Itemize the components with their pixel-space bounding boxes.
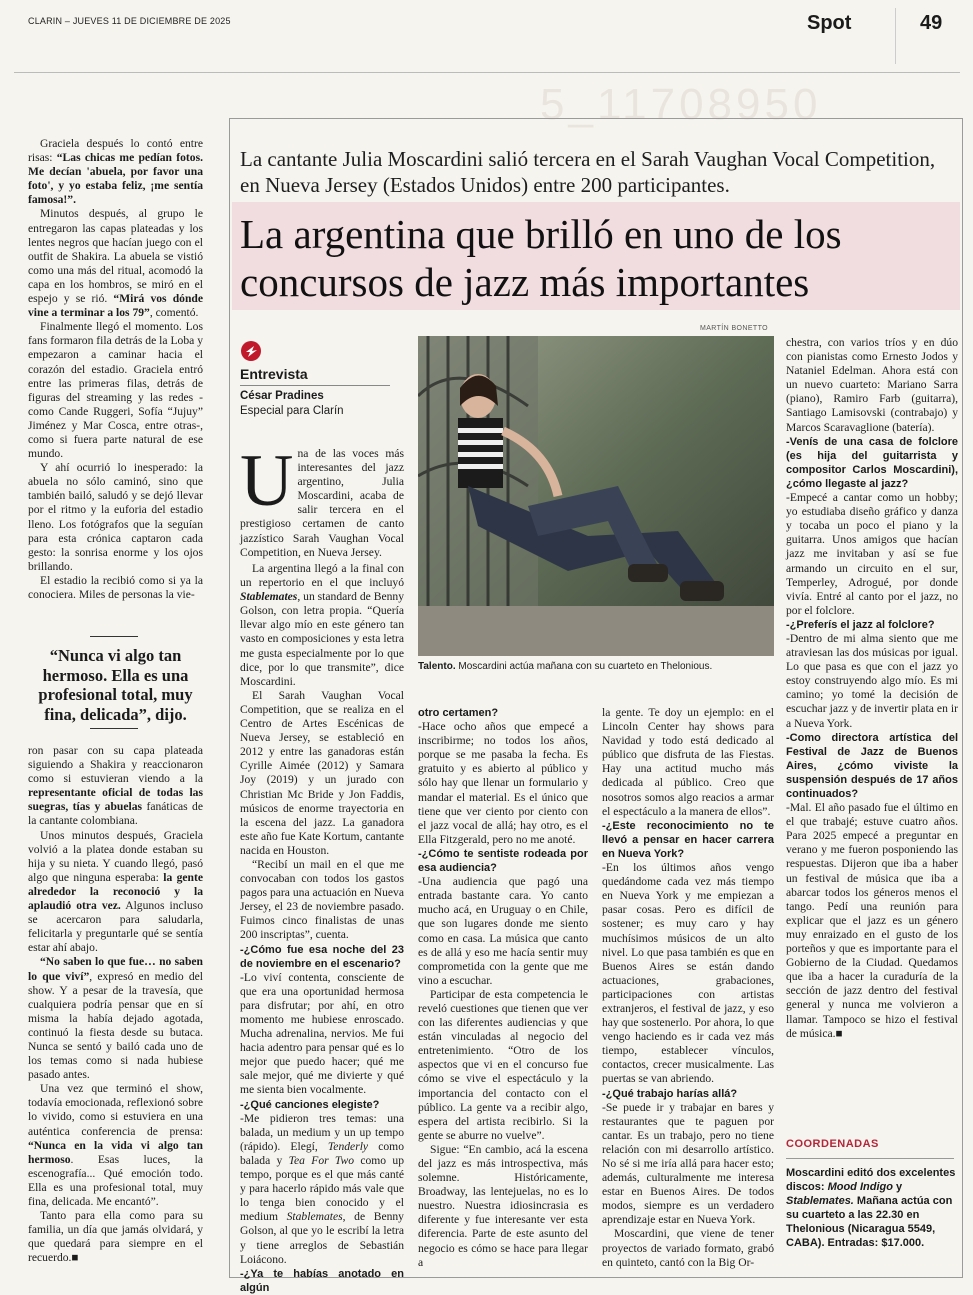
page-number: 49 xyxy=(920,12,943,34)
text: Mañana actúa con su cuarteto a las 22.30 en Thelonious (Nicaragua 5549, CABA). Entradas: $17.000. xyxy=(786,1195,953,1249)
bold-text: la gente alrededor la reconoció y la aplaudió otra vez. xyxy=(28,870,203,913)
paragraph: “Recibí un mail en el que me convocaban con todos los gastos pagos para una actuación en Nueva Jersey, el 23 de noviembre pasado. Fuimos cinco finalistas de unas 200 inscriptas”, cuenta. xyxy=(240,857,404,942)
interview-question: -¿Este reconocimiento no te llevó a pensar en hacer carrera en Nueva York? xyxy=(602,819,774,860)
text: fanáticas de la cantante colombiana. xyxy=(28,800,204,828)
left-column-bottom xyxy=(28,744,203,1265)
author-name: César Pradines xyxy=(240,390,324,402)
song-title: Tea For Two xyxy=(288,1153,355,1167)
article-column-2 xyxy=(418,706,588,1270)
text: , un standard de Benny Golson, con letra propia. “Quería llevar algo mío en este género tan vasto en composiciones y esta letra me gusta especialmente por lo que dice, por lo que transmite”, dice Moscardini. xyxy=(240,590,404,688)
text: Graciela después lo contó entre risas: xyxy=(28,137,203,165)
interview-answer: -En los últimos años vengo quedándome cada vez más tiempo en Nueva York y me empiezan a pasar cosas. Pero es difícil de sostener; es muy caro y hay muchísimos músicos de un alto nivel. Lo que pasa también es que en Buenos Aires se están dando actuaciones, grabaciones, participaciones con artistas extranjeros, el festival de jazz, y eso hay que sostenerlo. Por ahora, lo que vengo haciendo es ir cada vez más tiempo, establecer vínculos, contactos, crecer musicalmente. Las puertas se van abriendo. xyxy=(602,861,774,1086)
text: . Esas luces, la escenografía... Qué emoción todo. Ella es una profesional total, muy fina, delicada. Me encantó”. xyxy=(28,1152,203,1208)
song-title: Stablemates xyxy=(286,1210,343,1224)
paragraph: Participar de esta competencia le reveló cuestiones que tienen que ver con las diferentes audiencias y que están vinculadas al negocio del entretenimiento. “Otro de los aspectos que vi en el concurso fue cómo se vive el espectáculo y la importancia del contacto con el público. La gente va a recibir algo, espera del artista recibirlo. Si la gente se aburre no vuelve”. xyxy=(418,987,588,1142)
photo-caption xyxy=(418,661,778,672)
clarin-logo-icon xyxy=(240,340,262,367)
paragraph: Moscardini, que viene de tener proyectos de variado formato, grabó en quinteto, cantó con la Big Or- xyxy=(602,1227,774,1269)
interview-answer: -Se puede ir y trabajar en bares y restaurantes que te paguen por cantar. Es un trabajo, pero no tiene relación con mi desarrollo artístico. No sé si me iría allá para hacer esto; además, culturalmente me interesa estar en Buenos Aires. De todos modos, siempre es un verdadero aprendizaje estar en Nueva York. xyxy=(602,1100,774,1227)
interview-question: -¿Cómo fue esa noche del 23 de noviembre en el escenario? xyxy=(240,943,404,970)
bold-text: representante oficial de todas las suegras, tías y abuelas xyxy=(28,786,203,814)
text: como up tempo, porque es el que más canté y para hacerlo rápido más vale que lo tenga bien conocido y el medium xyxy=(240,1153,404,1224)
album-title: Stablemates. xyxy=(786,1195,854,1207)
song-title: Stablemates xyxy=(240,590,298,604)
header-rule xyxy=(14,72,960,73)
tag-rule xyxy=(240,385,390,386)
interview-question: -¿Qué trabajo harías allá? xyxy=(602,1087,738,1100)
paragraph: Y ahí ocurrió lo inesperado: la abuela no sólo caminó, sino que también bailó, saludó y se dejó llevar por el ritmo y la euforia del estadio lleno. Los fotógrafos que la seguían para esta crónica captaron cada gesto: la sonrisa enorme y los ojos brillando. xyxy=(28,461,203,573)
caption-text: Moscardini actúa mañana con su cuarteto en Thelonious. xyxy=(455,661,713,672)
header-date: CLARIN – JUEVES 11 DE DICIEMBRE DE 2025 xyxy=(28,16,231,26)
watermark: 5_11708950 xyxy=(540,80,822,129)
paragraph: Finalmente llegó el momento. Los fans formaron fila detrás de la Loba y empezaron a caminar hacia el corazón del estadio. Graciela entró entre las primeras filas, detrás de figuras del streaming y las redes -como Cande Ruggeri, Sofía “Jujuy” Jiménez y Mar Cosca, entre otras-, como si fuera parte natural de ese mundo. xyxy=(28,320,203,461)
article-column-1 xyxy=(240,440,404,560)
text: , comentó. xyxy=(149,306,199,320)
paragraph: Tanto para ella como para su familia, un día que jamás olvidará, y que quedará para siempre en el recuerdo.■ xyxy=(28,1209,203,1265)
pullquote-rule-bottom xyxy=(90,728,138,729)
section-title: Spot xyxy=(807,12,852,34)
text: Algunos incluso se acercaron para saludarla, felicitarla y preguntarle qué se sentía estar ahí abajo. xyxy=(28,899,203,955)
left-column-top xyxy=(28,137,203,602)
interview-answer: -Una audiencia que pagó una entrada bastante cara. Yo canto mucho acá, en Uruguay o en Chile, que son lugares donde me siento como en casa. La música que canto es de allá y eso me hacía sentir muy comprometida con la gente que me vino a escuchar. xyxy=(418,875,588,987)
paragraph: Sigue: “En cambio, acá la escena del jazz es más introspectiva, más solemne. Históricamente, Broadway, las lentejuelas, no es lo nuestro. Nuestra idiosincrasia es diferente y fue interesante ver esta diferencia. Parte de este asunto del negocio es cómo se hace para llegar a xyxy=(418,1142,588,1269)
text: Moscardini editó dos excelentes discos: xyxy=(786,1167,956,1193)
coordinates-rule xyxy=(786,1158,954,1159)
pullquote: “Nunca vi algo tan hermoso. Ella es una profesional total, muy fina, delicada”, dijo. xyxy=(38,646,193,724)
text: La argentina llegó a la final con un repertorio en el que incluyó xyxy=(240,562,404,590)
interview-question: -Como directora artística del Festival de Jazz de Buenos Aires, ¿cómo viviste la suspensión después de 17 años continuados? xyxy=(786,731,958,800)
text: , expresó en medio del show. Y a pesar de la travesía, que cualquiera podría pensar que en sí misma la había dejado agotada, continuó la fiesta desde su butaca. Nunca se sentó y bailó cada uno de los temas como si nada hubiese pasado antes. xyxy=(28,969,203,1082)
album-title: Mood Indigo xyxy=(827,1181,893,1193)
text: y xyxy=(892,1181,903,1193)
text: Una vez que terminó el show, todavía emocionada, reflexionó sobre lo vivido, como si estuviera en una auténtica conferencia de prensa: xyxy=(28,1082,203,1138)
interview-answer: -Empecé a cantar como un hobby; yo estudiaba diseño gráfico y danza y tocaba un poco el piano y la guitarra. Unos amigos que hacían jazz me invitaban y así se fue armando un circuito en el sur, Temperley, Adrogué, por donde vivía. Entré al canto por el jazz, no por el folclore. xyxy=(786,491,958,617)
interview-question: -¿Ya te habías anotado en algún xyxy=(240,1267,404,1294)
article-column-1b xyxy=(240,562,404,1295)
article-photo xyxy=(418,336,774,656)
text: Unos minutos después, Graciela volvió a la platea donde estaban su hija y su nieta. Y cuando llegó, pasó algo que ninguna esperaba: xyxy=(28,828,203,884)
paragraph: la gente. Te doy un ejemplo: en el Lincoln Center hay shows para Navidad y todo está dedicado al público que disfruta de las Fiestas. Hay una actitud mucho más dedicada al público. Creo que nosotros somos algo reacios a armar el espectáculo a la manera de ellos”. xyxy=(602,706,774,818)
paragraph: chestra, con varios tríos y en dúo con pianistas como Ernesto Jodos y Nataniel Edelman. Ahora está con un nuevo cuarteto: Mariano Sarra (piano), Ramiro Farb (guitarra), Santiago Lamisovski (contrabajo) y Marcos Scaravaglione (batería). xyxy=(786,336,958,434)
section-tag: Entrevista xyxy=(240,366,308,382)
quote: “Las chicas me pedían fotos. Me decían 'abuela, por favor una foto', y yo estaba feliz, ¡me sentía famosa!”. xyxy=(28,151,203,207)
interview-question: -¿Cómo te sentiste rodeada por esa audiencia? xyxy=(418,847,588,875)
text: , de Benny Golson, al que yo le escribí la letra y tiene arreglos de Sebastián Loiácono. xyxy=(240,1210,404,1266)
quote: “No saben lo que fue… no saben lo que viví” xyxy=(28,955,203,983)
article-column-4 xyxy=(786,336,958,1041)
interview-answer: -Dentro de mi alma siento que me atraviesan las dos músicas por igual. Lo que pasa es que con el jazz yo estoy construyendo algo mío. Es mi camino; yo tomé la decisión de escuchar jazz y de invertir plata en ir a Nueva York. xyxy=(786,631,958,730)
author-role: Especial para Clarín xyxy=(240,405,344,417)
interview-question: otro certamen? xyxy=(418,707,499,719)
text: -Me pidieron tres temas: una balada, un medium y un up tempo (rápido). Elegí, xyxy=(240,1111,404,1153)
paragraph: El Sarah Vaughan Vocal Competition, que se realiza en el Centro de Artes Escénicas de Nueva Jersey, se estableció en 2012 y entre las ganadoras están Cyrille Aimée (2012) y Samara Joy (2019) y un jurado con Christian Mc Bride y Jon Faddis, músicos de enorme trayectoria en la escena del jazz. La ganadora este año fue Kate Kortum, cantante nacida en Houston. xyxy=(240,688,404,857)
interview-answer: -Hace ocho años que empecé a inscribirme; no todos los años, porque se me pasaba la fecha. Es gratuito y es abierto al público y sólo hay que llenar un formulario y mandar el material. Es el único que tiene que ver ciento por ciento con el jazz vocal de allá; hay otro, es el Ella Fitzgerald, pero no me anoté. xyxy=(418,720,588,846)
interview-question: -¿Qué canciones elegiste? xyxy=(240,1098,380,1111)
text: como balada y xyxy=(240,1139,404,1167)
coordinates-box xyxy=(786,1166,958,1250)
article-headline: La argentina que brilló en uno de los concursos de jazz más importantes xyxy=(240,211,842,305)
drop-cap: U xyxy=(240,440,294,522)
quote: “Mirá vos dónde vine a terminar a los 79” xyxy=(28,292,203,320)
article-deck: La cantante Julia Moscardini salió tercera en el Sarah Vaughan Vocal Competition, en Nueva Jersey (Estados Unidos) entre 200 participantes. xyxy=(240,147,936,197)
interview-answer: -Lo viví contenta, consciente de que era una oportunidad hermosa para disfrutar; por ahí, en otro momento me hubiese enroscado. Mucha adrenalina, nervios. Me fui hacia adentro para pensar qué es lo mejor que puedo hacer; qué me sale mejor, qué me divierte y qué me sienta bien vocalmente. xyxy=(240,970,404,1097)
coordinates-label: COORDENADAS xyxy=(786,1138,879,1150)
pullquote-rule-top xyxy=(90,636,138,637)
interview-answer: -Mal. El año pasado fue el último en el que trabajé; estuve cuatro años. Para 2025 empecé a preguntar en verano y me fueron posponiendo las respuestas. Dijeron que iba a haber un festival de música que iba a abarcar todos los géneros menos el tango. Pedí una reunión para explicar que el jazz es un género muy enraizado en el gusto de los porteños y que es importante para el Gobierno de la Ciudad. Quedamos que iba a hacer la curaduría de la sección de jazz dentro del festival general y nunca me volvieron a llamar. Tampoco se hizo el festival de música.■ xyxy=(786,801,958,1040)
caption-label: Talento. xyxy=(418,661,456,672)
text: Minutos después, al grupo le entregaron las capas plateadas y los lentes negros que hacían juego con el outfit de Shakira. La abuela se vistió como una más del ritual, acomodó la capa en los hombros, se miró en el espejo y se rió. xyxy=(28,207,203,306)
photo-credit: MARTÍN BONETTO xyxy=(700,325,768,332)
article-column-3 xyxy=(602,706,774,1270)
interview-question: -Venís de una casa de folclore (es hija del guitarrista y compositor Carlos Moscardini), ¿cómo llegaste al jazz? xyxy=(786,435,958,490)
header-divider xyxy=(895,8,896,64)
song-title: Tenderly xyxy=(327,1139,369,1153)
lead-paragraph: na de las voces más interesantes del jazz argentino, Julia Moscardini, acaba de salir tercera en el prestigioso certamen de canto jazzístico Sarah Vaughan Vocal Competition, en Nueva Jersey. xyxy=(240,447,404,559)
paragraph: El estadio la recibió como si ya la conociera. Miles de personas la vie- xyxy=(28,573,203,601)
interview-question: -¿Preferís el jazz al folclore? xyxy=(786,618,935,631)
text: ron pasar con su capa plateada siguiendo a Shakira y reaccionaron como si estuvieran viendo a la xyxy=(28,744,203,786)
quote: “Nunca en la vida vi algo tan hermoso xyxy=(28,1138,203,1166)
